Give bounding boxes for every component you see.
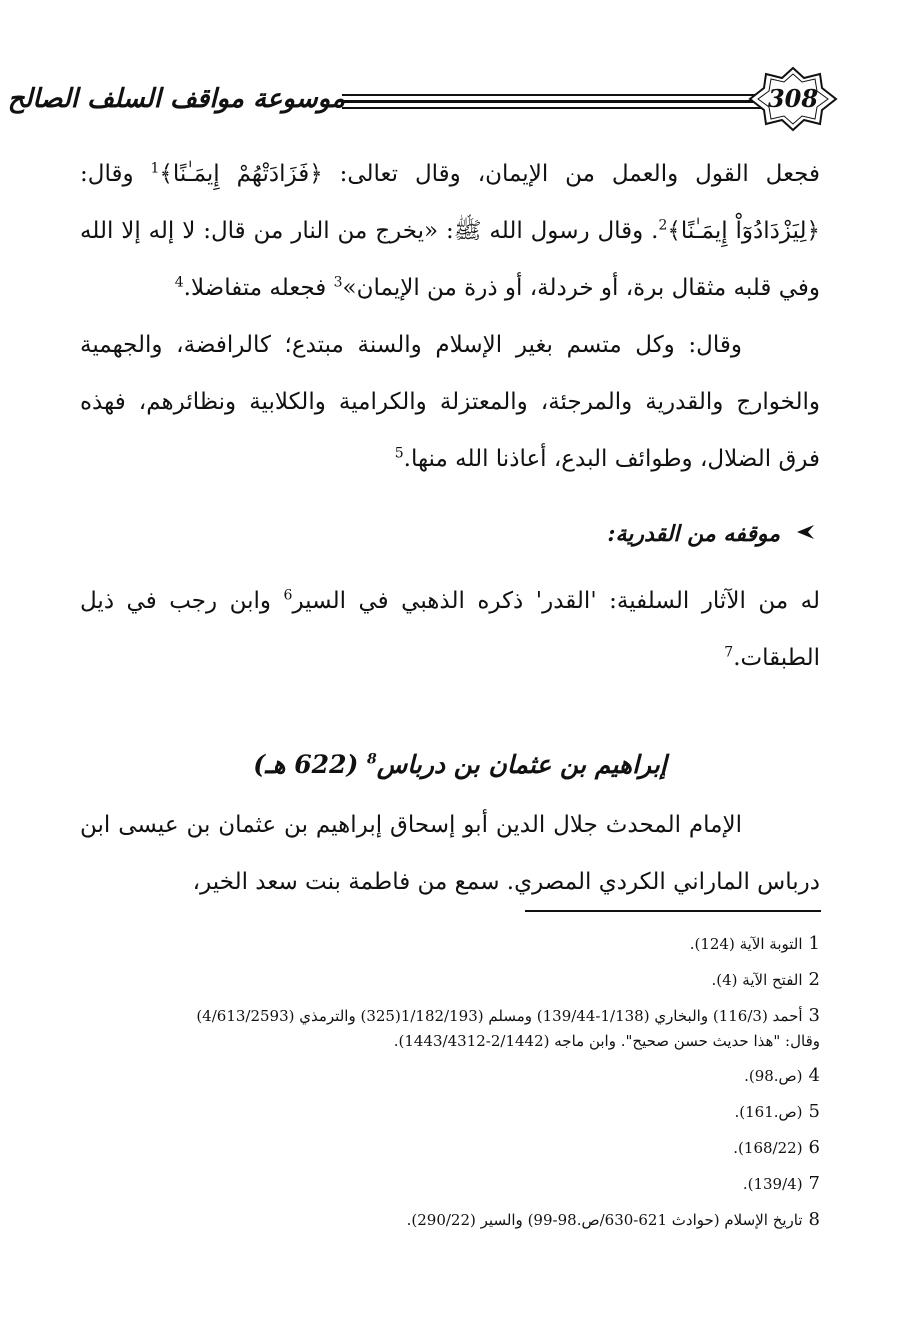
footnote (80, 1130, 820, 1166)
text-run: وقال: وكل متسم بغير الإسلام والسنة مبتدع؛ كالرافضة، والجهمية والخوارج والقدرية والمرجئة، والمعتزلة والكرامية والكلابية ونظائرهم، فهذه فرق الضلال، وطوائف البدع، أعاذنا الله منها. (80, 332, 820, 472)
footnote-number: 5 (808, 1101, 820, 1122)
footnote (80, 926, 820, 962)
text-run: وقال: (80, 161, 151, 187)
footnote-text: التوبة الآية (124). (689, 935, 803, 953)
footnote-number: 1 (808, 933, 820, 954)
footnote-number: 7 (808, 1173, 820, 1194)
text-run: له من الآثار السلفية: 'القدر' ذكره الذهبي في السير (292, 588, 820, 614)
footnote-number: 6 (808, 1137, 820, 1158)
footnote-ref: 5 (394, 445, 404, 462)
text-run: فجعل القول والعمل من الإيمان، وقال تعالى: ﴿فَزَادَتْهُمْ إِيمَـٰنًا﴾ (159, 161, 821, 187)
biography-title (180, 744, 740, 786)
footnote (80, 962, 820, 998)
footnote-text: تاريخ الإسلام (حوادث 621-630/ص.98-99) والسير (290/22). (406, 1211, 803, 1229)
footnote-text: (139/4). (742, 1175, 803, 1193)
paragraph: الإمام المحدث جلال الدين أبو إسحاق إبراهيم بن عثمان بن عيسى ابن درباس الماراني الكردي المصري. سمع من فاطمة بنت سعد الخير، (80, 812, 820, 895)
section-heading (420, 514, 816, 554)
footnote-text: (168/22). (733, 1139, 803, 1157)
footnote-ref: 6 (283, 587, 293, 604)
footnote-number: 4 (808, 1065, 820, 1086)
footnote-ref: 1 (150, 160, 160, 177)
main-text (80, 146, 820, 488)
footnote-number: 2 (808, 969, 820, 990)
book-title: موسوعة مواقف السلف الصالح (7, 84, 345, 114)
paragraph (80, 146, 820, 317)
text-run: إبراهيم بن عثمان بن درباس (376, 750, 667, 779)
chevron-left-icon (794, 514, 816, 554)
text-run: . وقال رسول الله ﷺ: «يخرج من النار من قال: لا إله إلا (121, 218, 659, 244)
footnote-text: أحمد (116/3) والبخاري (1/138-139/44) ومسلم (1/182/193(325) والترمذي (4/613/2593) (196, 1007, 803, 1025)
footnote-text: الفتح الآية (4). (711, 971, 803, 989)
footnote-text: (ص.161). (734, 1103, 803, 1121)
paragraph (80, 573, 820, 687)
footnote-separator (525, 910, 821, 912)
header-rule (342, 100, 784, 103)
footnote-text: (ص.98). (744, 1067, 803, 1085)
footnote-ref: 3 (333, 274, 343, 291)
section-heading-text: موقفه من القدرية: (607, 521, 780, 547)
footnotes (80, 926, 820, 1238)
text-run: ﴿لِيَزْدَادُوٓاْ إِيمَـٰنًا﴾ (667, 218, 820, 244)
header-rule (342, 94, 784, 96)
header-rule (342, 107, 784, 109)
text-run: الله وفي قلبه مثقال برة، أو خردلة، أو ذرة من الإيمان» (80, 218, 820, 301)
text-run: فجعله متفاضلا. (183, 275, 334, 301)
footnote-number: 8 (808, 1209, 820, 1230)
footnote (80, 1166, 820, 1202)
footnote-number: 3 (808, 1005, 820, 1026)
main-text (80, 797, 820, 911)
text-run: وابن رجب في ذيل الطبقات. (80, 588, 820, 671)
footnote (80, 1058, 820, 1094)
footnote (80, 1094, 820, 1130)
page-header (7, 66, 830, 136)
footnote-ref: 4 (174, 274, 184, 291)
main-text (80, 573, 820, 687)
page-number: 308 (767, 84, 819, 113)
text-run: (622 هـ) (253, 750, 368, 779)
footnote (80, 1202, 820, 1238)
paragraph (80, 317, 820, 488)
footnote-ref: 8 (367, 751, 377, 768)
page-number-badge (748, 66, 838, 132)
footnote-ref: 2 (658, 217, 668, 234)
footnote-continuation: وقال: "هذا حديث حسن صحيح". وابن ماجه (2/1442-1443/4312). (393, 1032, 820, 1050)
footnote-ref: 7 (724, 644, 734, 661)
